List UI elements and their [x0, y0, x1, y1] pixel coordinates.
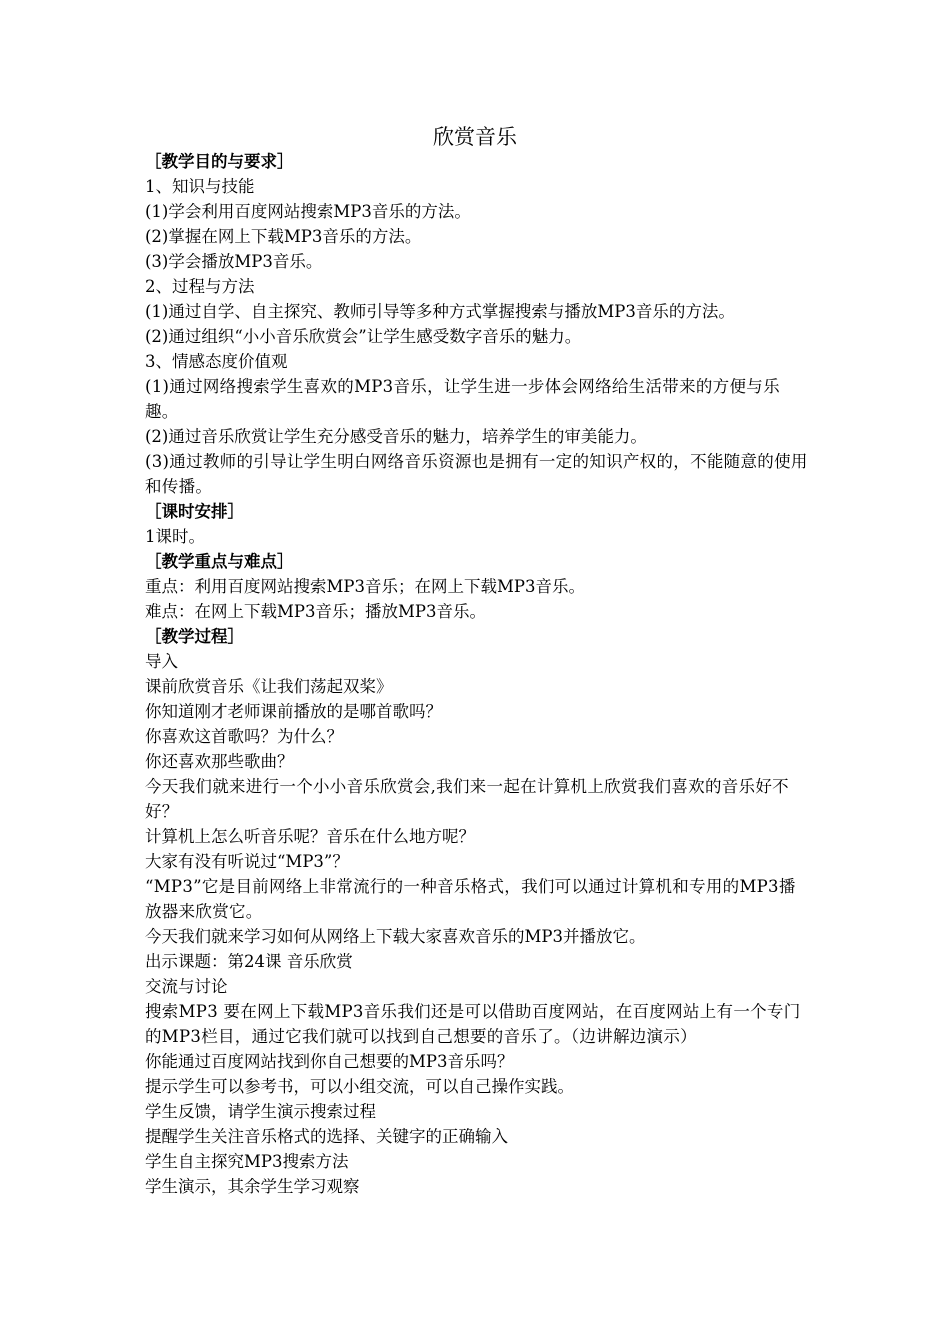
section-heading: ［教学目的与要求］ — [145, 152, 294, 171]
text-line: 你知道刚才老师课前播放的是哪首歌吗？ — [145, 702, 442, 721]
text-line: 学生演示，其余学生学习观察 — [145, 1177, 360, 1196]
text-line: 1课时。 — [145, 527, 205, 546]
text-line: 提醒学生关注音乐格式的选择、关键字的正确输入 — [145, 1127, 508, 1146]
text-line: (2)通过组织“小小音乐欣赏会”让学生感受数字音乐的魅力。 — [145, 327, 582, 346]
text-line: 搜索MP3 要在网上下载MP3音乐我们还是可以借助百度网站，在百度网站上有一个专门的MP3栏目，通过它我们就可以找到自己想要的音乐了。（边讲解边演示） — [145, 1002, 801, 1046]
text-line: (2)通过音乐欣赏让学生充分感受音乐的魅力，培养学生的审美能力。 — [145, 427, 647, 446]
text-line: (3)通过教师的引导让学生明白网络音乐资源也是拥有一定的知识产权的，不能随意的使用和传播。 — [145, 452, 808, 496]
text-line: 难点：在网上下载MP3音乐；播放MP3音乐。 — [145, 602, 486, 621]
text-line: 你喜欢这首歌吗？为什么？ — [145, 727, 343, 746]
text-line: 导入 — [145, 652, 178, 671]
text-line: 3、情感态度价值观 — [145, 352, 288, 371]
text-line: (1)通过网络搜索学生喜欢的MP3音乐，让学生进一步体会网络给生活带来的方便与乐趣。 — [145, 377, 780, 421]
text-line: (1)学会利用百度网站搜索MP3音乐的方法。 — [145, 202, 471, 221]
text-line: 今天我们就来学习如何从网络上下载大家喜欢音乐的MP3并播放它。 — [145, 927, 646, 946]
section-heading: ［教学过程］ — [145, 627, 244, 646]
section-heading: ［教学重点与难点］ — [145, 552, 294, 571]
text-line: 交流与讨论 — [145, 977, 228, 996]
text-line: 1、知识与技能 — [145, 177, 255, 196]
text-line: (1)通过自学、自主探究、教师引导等多种方式掌握搜索与播放MP3音乐的方法。 — [145, 302, 735, 321]
text-line: 你还喜欢那些歌曲？ — [145, 752, 294, 771]
document-title: 欣赏音乐 — [433, 125, 517, 149]
text-line: 重点：利用百度网站搜索MP3音乐；在网上下载MP3音乐。 — [145, 577, 585, 596]
text-line: 大家有没有听说过“MP3”？ — [145, 852, 349, 871]
text-line: 课前欣赏音乐《让我们荡起双桨》 — [145, 677, 393, 696]
text-line: “MP3”它是目前网络上非常流行的一种音乐格式，我们可以通过计算机和专用的MP3播放器来欣赏它。 — [145, 877, 796, 921]
section-heading: ［课时安排］ — [145, 502, 244, 521]
text-line: 出示课题：第24课 音乐欣赏 — [145, 952, 353, 971]
text-line: 你能通过百度网站找到你自己想要的MP3音乐吗？ — [145, 1052, 514, 1071]
document-body — [145, 149, 810, 1199]
text-line: 学生反馈，请学生演示搜索过程 — [145, 1102, 376, 1121]
text-line: 学生自主探究MP3搜索方法 — [145, 1152, 349, 1171]
text-line: 提示学生可以参考书，可以小组交流，可以自己操作实践。 — [145, 1077, 574, 1096]
text-line: (3)学会播放MP3音乐。 — [145, 252, 323, 271]
text-line: (2)掌握在网上下载MP3音乐的方法。 — [145, 227, 422, 246]
text-line: 计算机上怎么听音乐呢？音乐在什么地方呢？ — [145, 827, 475, 846]
text-line: 今天我们就来进行一个小小音乐欣赏会,我们来一起在计算机上欣赏我们喜欢的音乐好不好？ — [145, 777, 789, 821]
text-line: 2、过程与方法 — [145, 277, 255, 296]
